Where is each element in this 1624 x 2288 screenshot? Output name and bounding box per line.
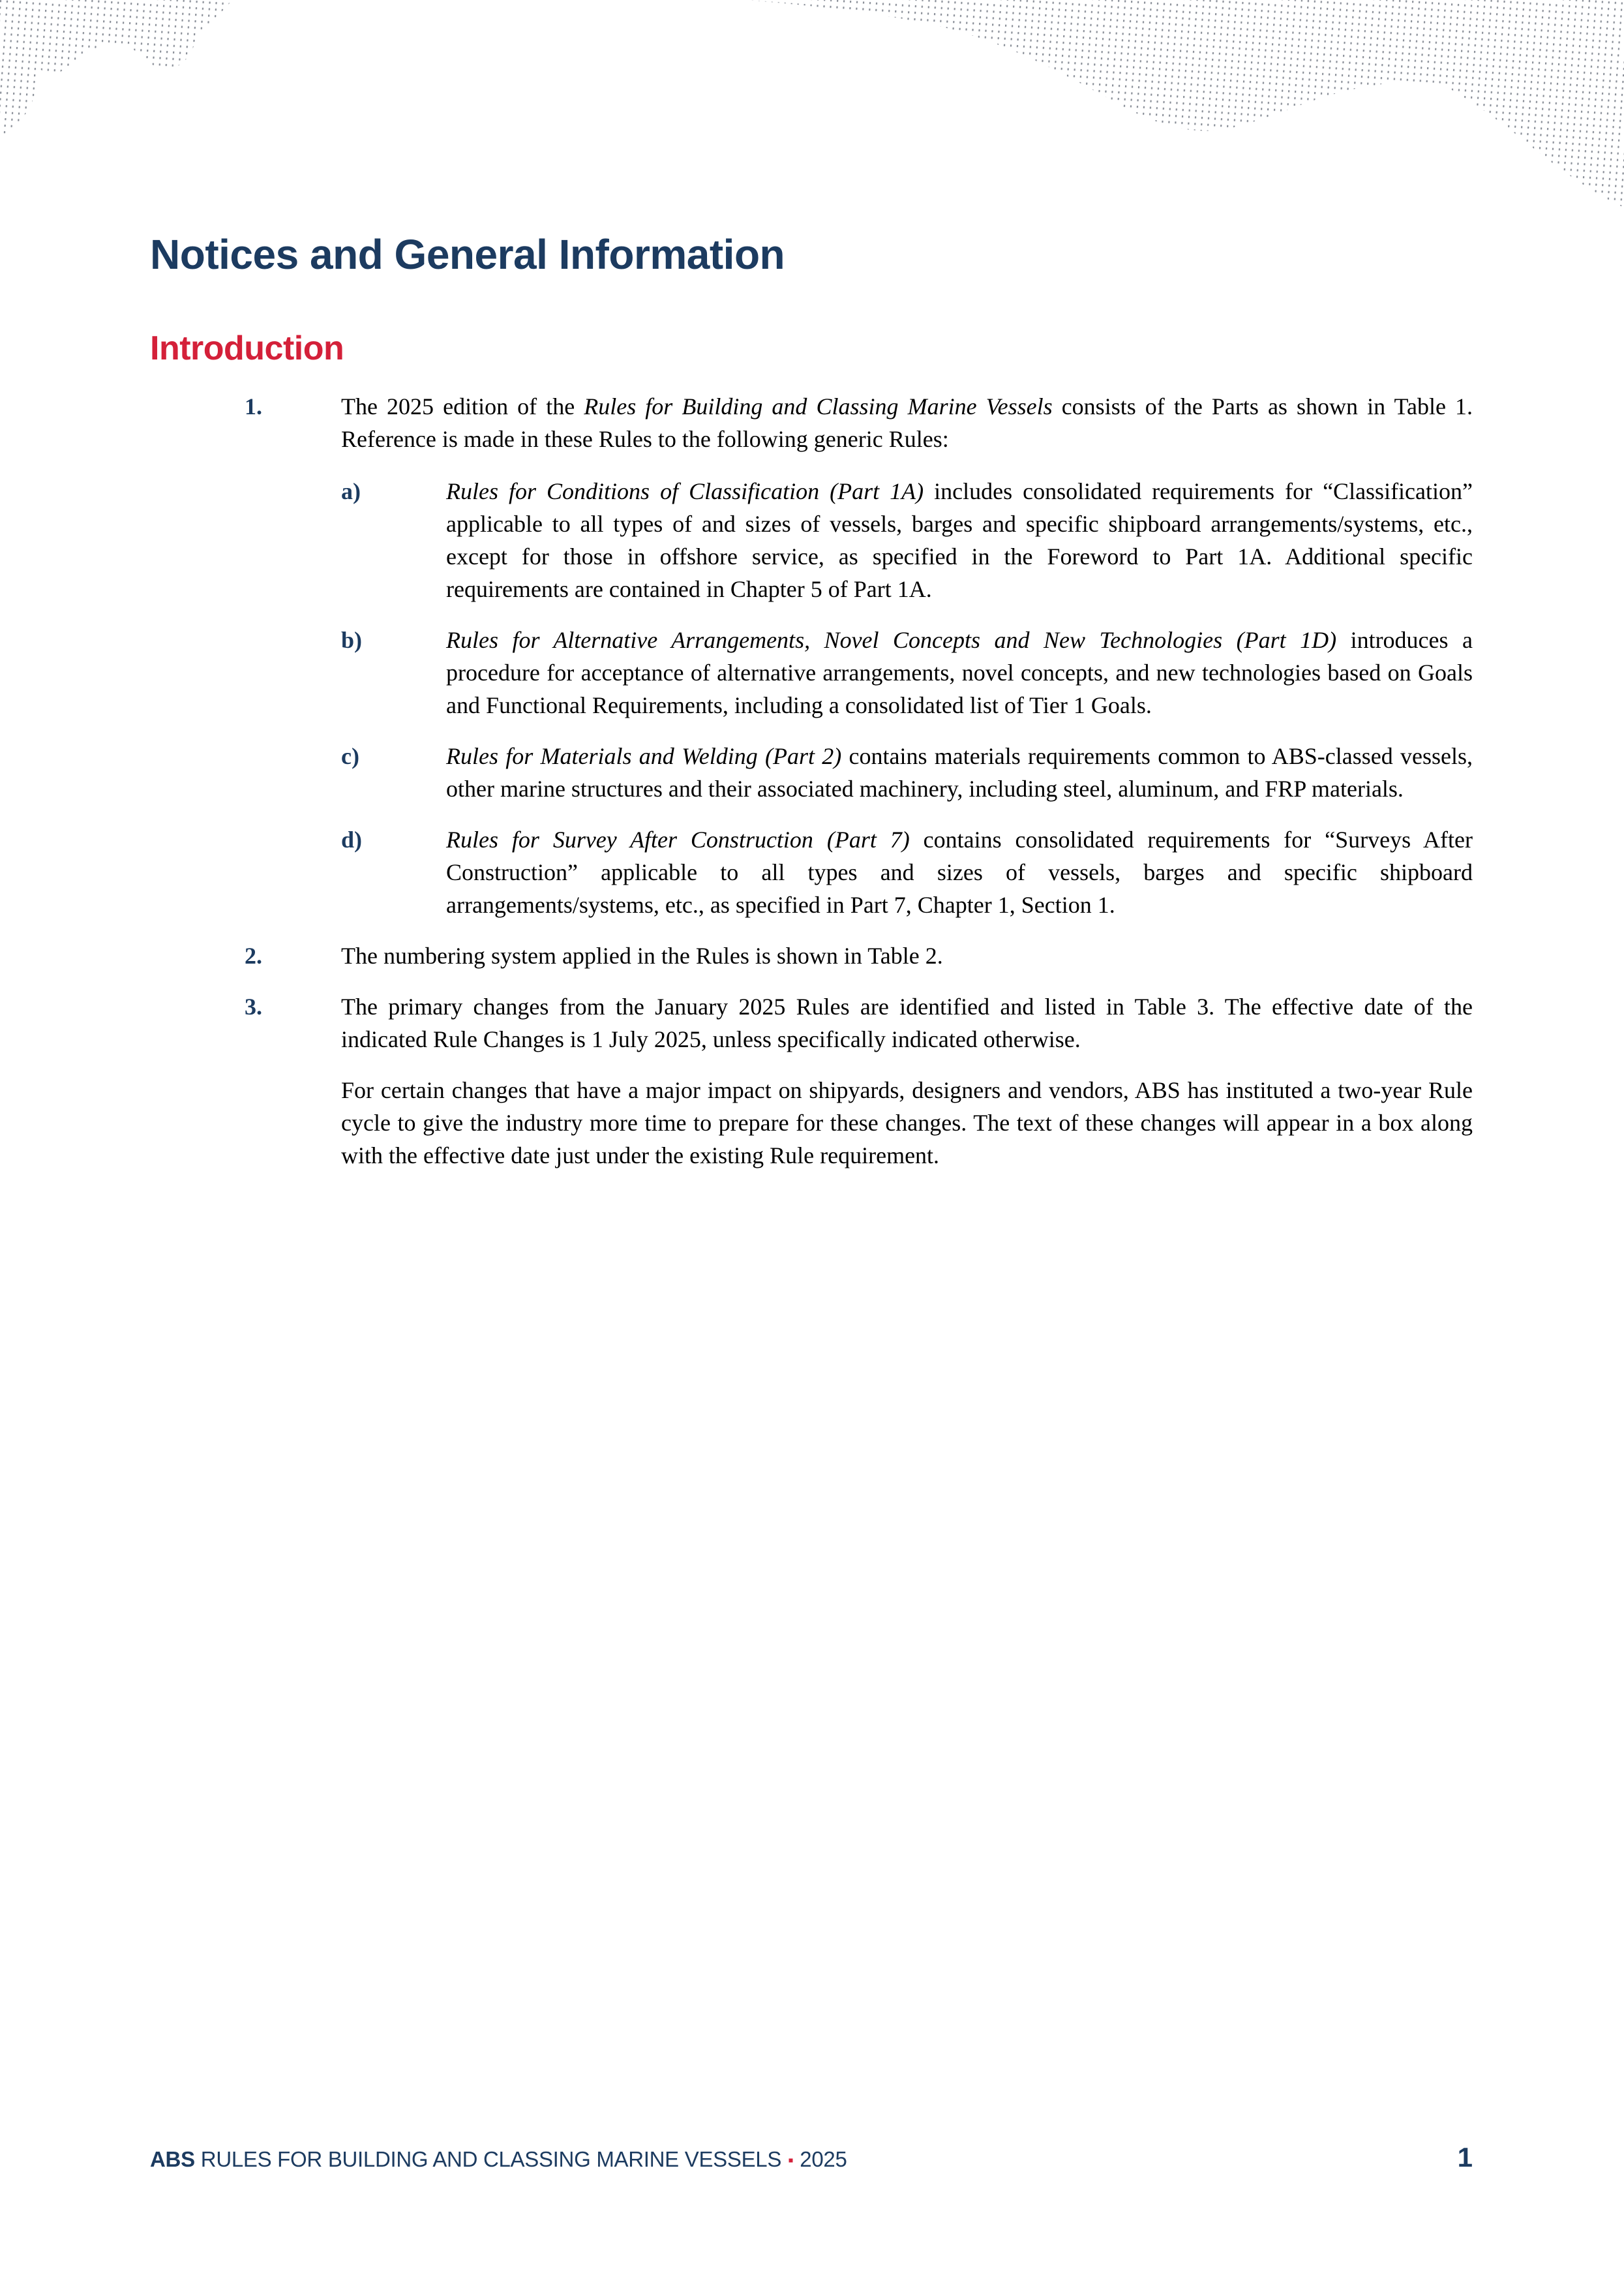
page-footer <box>150 2142 1473 2173</box>
dot-wave-right-blob <box>747 0 1624 207</box>
text-run: For certain changes that have a major impact on shipyards, designers and vendors, ABS has instituted a two-year Rule cycle to give the industry more time to prepare for these changes. The text of these changes will appear in a box along with the effective date just under the existing Rule requirement. <box>341 1077 1473 1168</box>
text-run-italic: Rules for Survey After Construction (Part 7) <box>446 827 910 853</box>
text-run-italic: Rules for Building and Classing Marine Vessels <box>584 393 1053 419</box>
introduction-body <box>0 390 1473 1190</box>
list-letter: b) <box>341 627 363 653</box>
list-item-1c <box>341 740 1473 805</box>
paragraph <box>341 390 1473 455</box>
text-run-italic: Rules for Alternative Arrangements, Novel Concepts and New Technologies (Part 1D) <box>446 627 1337 653</box>
list-item-2 <box>245 939 1473 972</box>
text-run-italic: Rules for Conditions of Classification (Part 1A) <box>446 478 924 504</box>
list-item-1 <box>245 390 1473 455</box>
list-letter: d) <box>341 827 363 853</box>
text-run: introduces a procedure for acceptance of alternative arrangements, novel concepts, and new technologies based on Goals and Functional Requirements, including a consolidated list of Tier 1 Goals. <box>446 627 1473 718</box>
paragraph <box>341 990 1473 1056</box>
dot-wave-pattern <box>0 0 1624 222</box>
list-number: 3. <box>245 994 262 1020</box>
red-square-bullet-icon: ▪ <box>788 2152 794 2169</box>
section-heading-introduction: Introduction <box>150 329 344 367</box>
text-run: contains materials requirements common to ABS-classed vessels, other marine structures and their associated machinery, including steel, aluminum, and FRP materials. <box>446 743 1473 802</box>
text-run: includes consolidated requirements for “Classification” applicable to all types of and sizes of vessels, barges and specific shipboard arrangements/systems, etc., except for those in offshore service, as specified in the Foreword to Part 1A. Additional specific requirements are contained in Chapter 5 of Part 1A. <box>446 478 1473 602</box>
list-item-1d <box>341 823 1473 921</box>
text-run: consists of the Parts as shown in Table 1. Reference is made in these Rules to the following generic Rules: <box>341 393 1473 452</box>
dot-wave-left-blob <box>0 0 232 138</box>
list-letter: a) <box>341 478 361 504</box>
list-number: 1. <box>245 393 262 419</box>
text-run: The numbering system applied in the Rules is shown in Table 2. <box>341 943 943 969</box>
list-item-1a <box>341 475 1473 605</box>
page-number: 1 <box>1457 2142 1473 2173</box>
list-item-3 <box>245 990 1473 1056</box>
footer-title-text: RULES FOR BUILDING AND CLASSING MARINE VESSELS <box>200 2147 782 2171</box>
paragraph <box>446 475 1473 605</box>
paragraph <box>446 740 1473 805</box>
list-letter: c) <box>341 743 359 769</box>
footer-brand-abs: ABS <box>150 2147 195 2171</box>
page-title: Notices and General Information <box>150 231 785 278</box>
list-item-1b <box>341 624 1473 722</box>
text-run: The primary changes from the January 2025 Rules are identified and listed in Table 3. The effective date of the indicated Rule Changes is 1 July 2025, unless specifically indicated otherwise. <box>341 994 1473 1052</box>
text-run-italic: Rules for Materials and Welding (Part 2) <box>446 743 842 769</box>
text-run: The 2025 edition of the <box>341 393 584 419</box>
footer-year: 2025 <box>800 2147 847 2171</box>
paragraph <box>446 624 1473 722</box>
paragraph <box>446 823 1473 921</box>
text-run: contains consolidated requirements for “Surveys After Construction” applicable to all types and sizes of vessels, barges and specific shipboard arrangements/systems, etc., as specified in Part 7, Chapter 1, Section 1. <box>446 827 1473 918</box>
list-item-3-continuation <box>341 1074 1473 1172</box>
paragraph <box>341 939 1473 972</box>
paragraph <box>341 1074 1473 1172</box>
list-number: 2. <box>245 943 262 969</box>
